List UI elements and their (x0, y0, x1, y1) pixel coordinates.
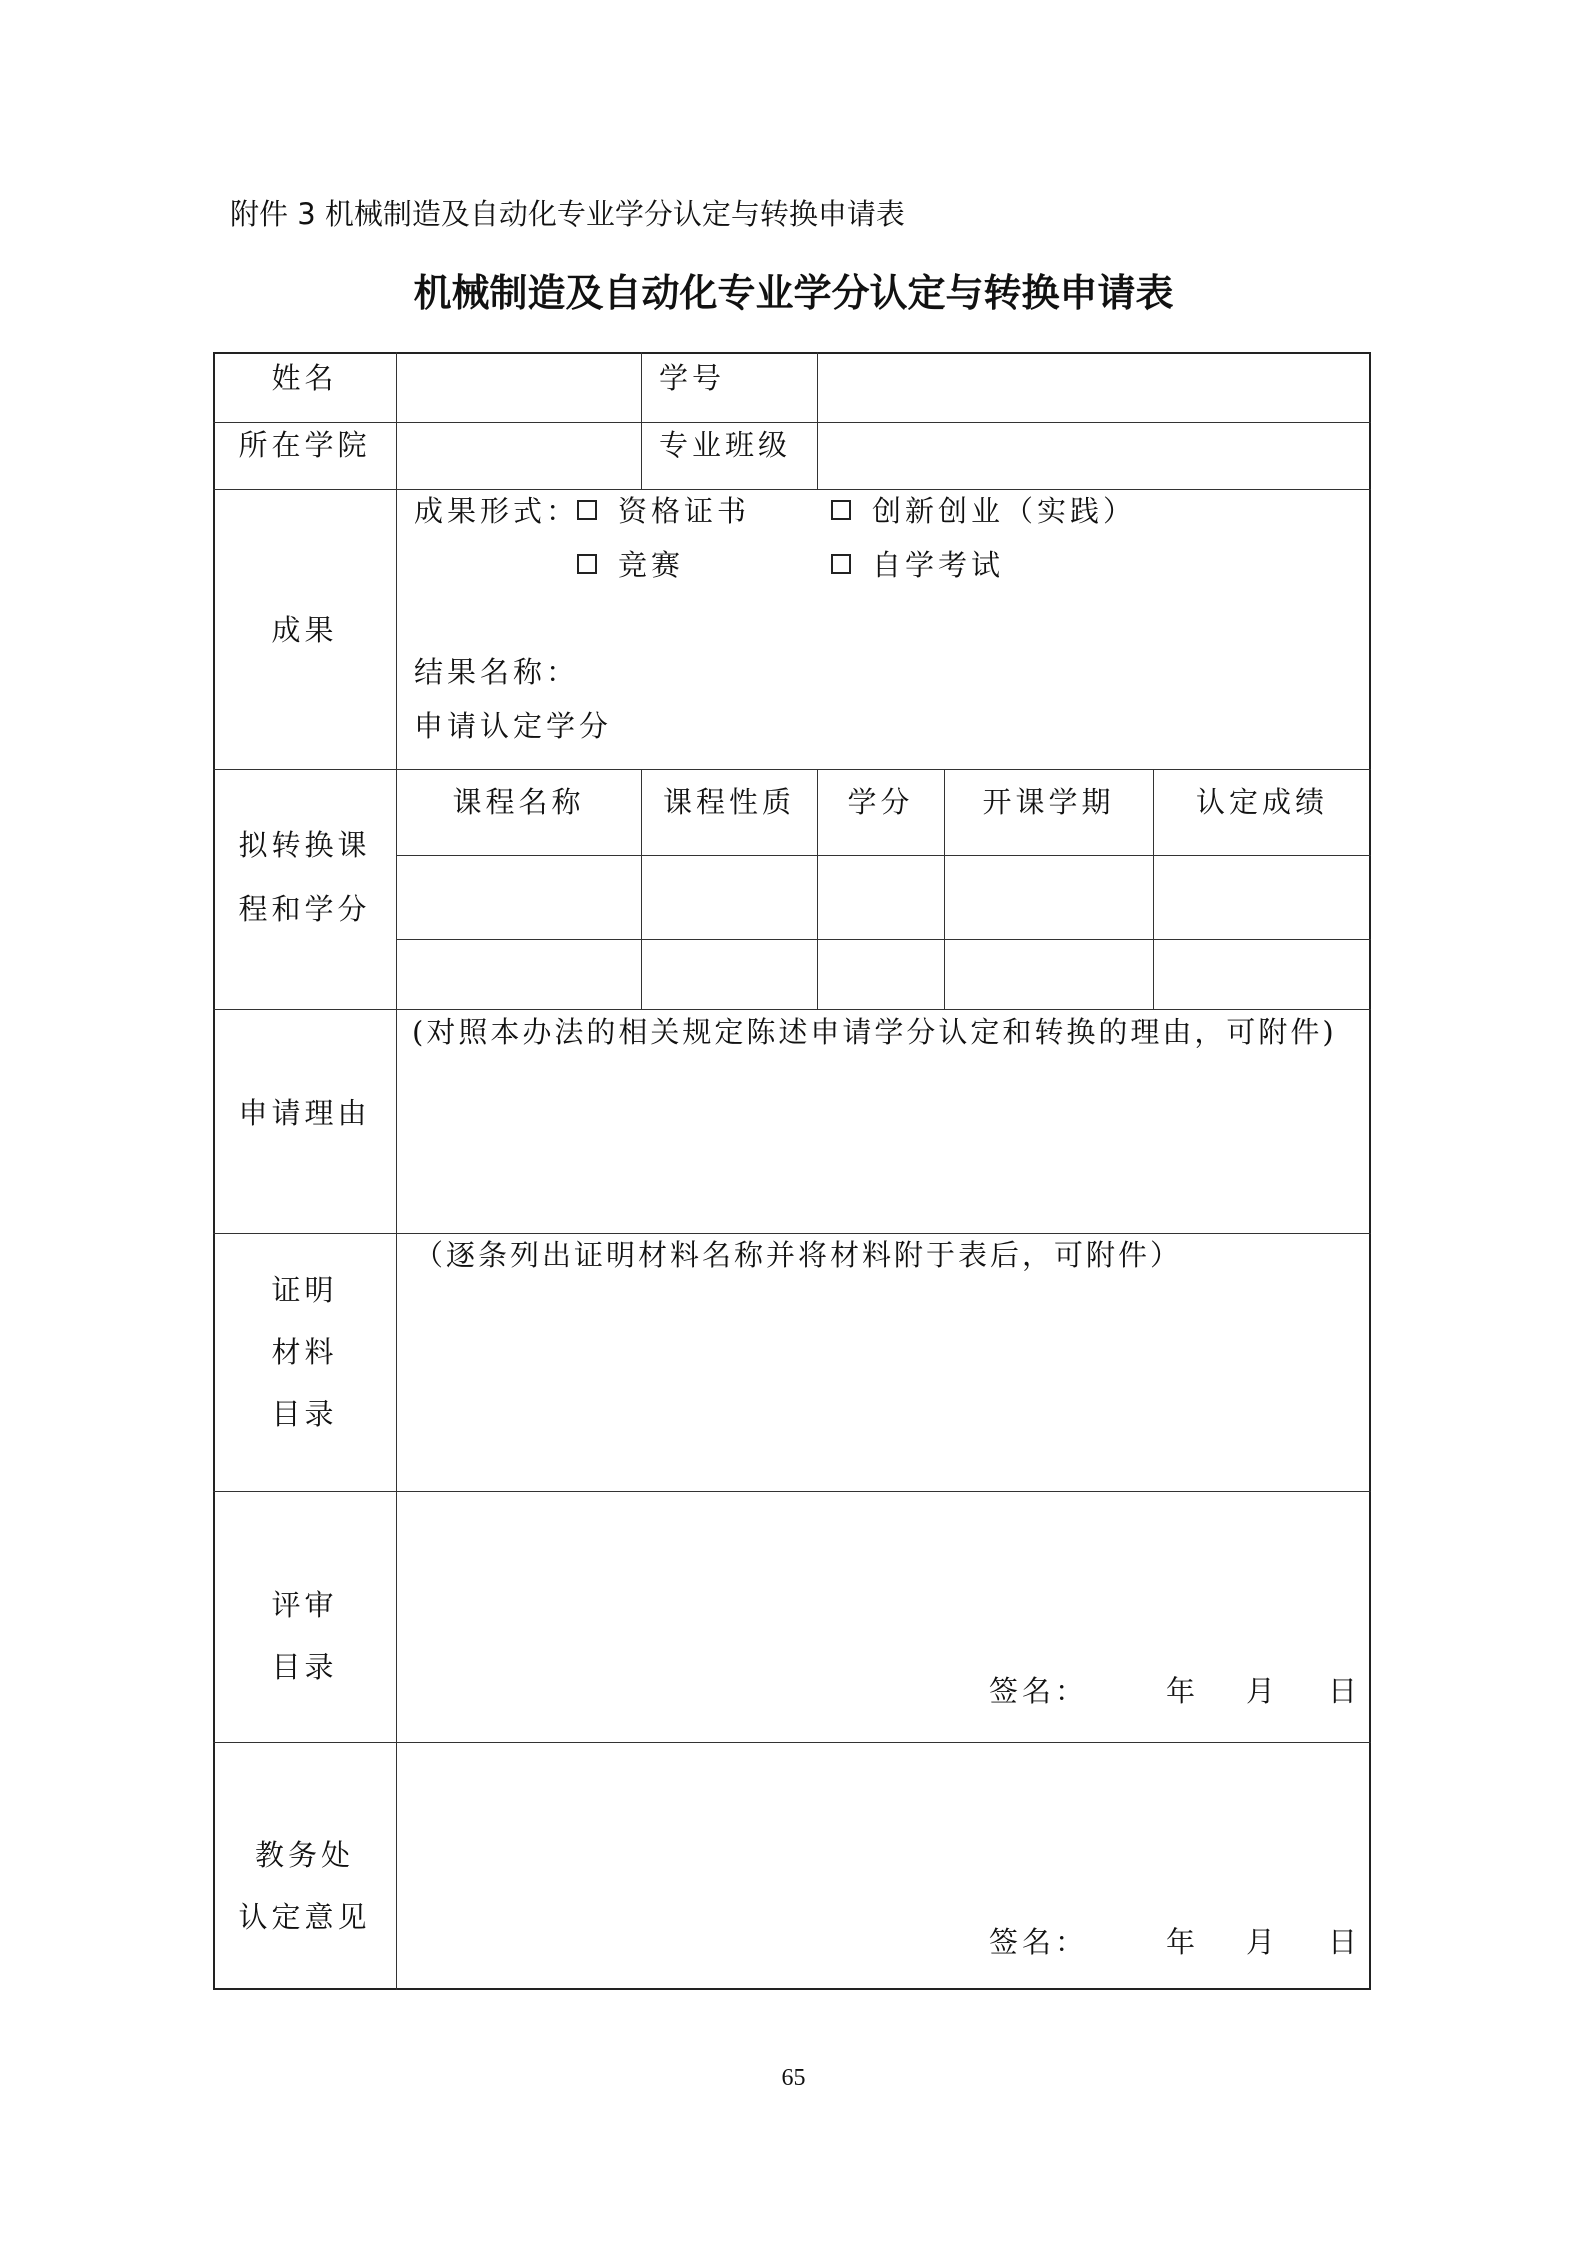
evidence-label-line3: 目录 (271, 1397, 338, 1431)
header-credit: 学分 (847, 785, 914, 819)
course-row-divider (396, 855, 1371, 856)
major-class-field[interactable] (819, 424, 1369, 488)
academic-affairs-year-label: 年 (1166, 1925, 1200, 1959)
course-row-1[interactable] (398, 857, 1369, 938)
reason-input-area[interactable] (398, 1054, 1369, 1232)
evidence-input-area[interactable] (398, 1280, 1369, 1490)
form-title: 机械制造及自动化专业学分认定与转换申请表 (413, 271, 1174, 315)
student-id-field[interactable] (819, 354, 1369, 421)
page-number: 65 (781, 2065, 806, 2091)
name-label: 姓名 (271, 361, 338, 395)
course-conversion-label-line2: 程和学分 (238, 892, 371, 926)
student-id-label: 学号 (659, 361, 726, 395)
credit-request-label: 申请认定学分 (414, 709, 613, 743)
academic-affairs-label-line1: 教务处 (254, 1838, 354, 1872)
option-innovation: 创新创业（实践） (872, 494, 1137, 528)
review-month-label: 月 (1246, 1674, 1280, 1708)
review-label-line1: 评审 (271, 1588, 338, 1622)
header-course-name: 课程名称 (452, 785, 585, 819)
row-divider (213, 769, 1371, 770)
option-competition: 竞赛 (618, 548, 685, 582)
academic-affairs-label-line2: 认定意见 (238, 1900, 371, 1934)
column-divider (817, 352, 818, 489)
academic-affairs-day-label: 日 (1328, 1925, 1362, 1959)
name-field[interactable] (398, 354, 640, 421)
header-semester: 开课学期 (982, 785, 1115, 819)
checkbox-competition[interactable] (577, 554, 597, 574)
row-divider (213, 1491, 1371, 1492)
evidence-label-line1: 证明 (271, 1273, 338, 1307)
row-divider (213, 1233, 1371, 1234)
row-divider (213, 489, 1371, 490)
review-year-label: 年 (1166, 1674, 1200, 1708)
achievement-label: 成果 (271, 613, 338, 647)
review-label-line2: 目录 (271, 1650, 338, 1684)
academic-affairs-signature-label: 签名： (989, 1925, 1089, 1959)
reason-label: 申请理由 (238, 1096, 371, 1130)
attachment-label: 附件 3 机械制造及自动化专业学分认定与转换申请表 (230, 197, 905, 231)
option-self-study-exam: 自学考试 (872, 548, 1005, 582)
checkbox-certificate[interactable] (577, 500, 597, 520)
course-row-2[interactable] (398, 941, 1369, 1008)
evidence-label-line2: 材料 (271, 1335, 338, 1369)
major-class-label: 专业班级 (659, 428, 792, 462)
academic-affairs-month-label: 月 (1246, 1925, 1280, 1959)
evidence-hint: （逐条列出证明材料名称并将材料附于表后，可附件） (414, 1238, 1183, 1272)
checkbox-self-study-exam[interactable] (831, 554, 851, 574)
header-course-type: 课程性质 (662, 785, 795, 819)
row-divider (213, 1009, 1371, 1010)
course-conversion-label-line1: 拟转换课 (238, 828, 371, 862)
course-row-divider (396, 939, 1371, 940)
row-divider (213, 422, 1371, 423)
college-field[interactable] (398, 424, 640, 488)
checkbox-innovation[interactable] (831, 500, 851, 520)
reason-hint: (对照本办法的相关规定陈述申请学分认定和转换的理由，可附件) (412, 1015, 1337, 1049)
college-label: 所在学院 (238, 428, 371, 462)
option-certificate: 资格证书 (618, 494, 751, 528)
result-name-label: 结果名称： (414, 655, 580, 689)
header-grade: 认定成绩 (1195, 785, 1328, 819)
column-divider (641, 352, 642, 489)
row-divider (213, 1742, 1371, 1743)
achievement-form-label: 成果形式： (414, 494, 580, 528)
review-day-label: 日 (1328, 1674, 1362, 1708)
label-column-divider (396, 352, 397, 1990)
review-signature-label: 签名： (989, 1674, 1089, 1708)
